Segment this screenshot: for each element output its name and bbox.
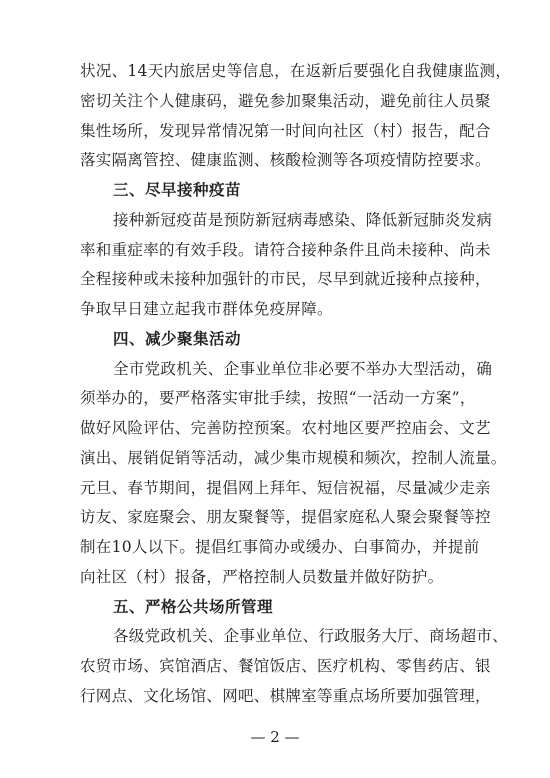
body-line: 做好风险评估、完善防控预案。农村地区要严控庙会、文艺 [80,419,491,437]
section-heading: 五、严格公共场所管理 [113,598,274,616]
body-line: 密切关注个人健康码，避免参加聚集活动，避免前往人员聚 [80,92,491,110]
section-heading: 三、尽早接种疫苗 [113,181,242,199]
body-line: 元旦、春节期间，提倡网上拜年、短信祝福，尽量减少走亲 [80,479,491,497]
page-number: — 2 — [250,728,300,746]
section-heading: 四、减少聚集活动 [113,330,242,348]
body-line: 农贸市场、宾馆酒店、餐馆饭店、医疗机构、零售药店、银 [80,657,491,675]
body-line: 落实隔离管控、健康监测、核酸检测等各项疫情防控要求。 [80,151,491,169]
body-line: 行网点、文化场馆、网吧、棋牌室等重点场所要加强管理， [80,687,491,705]
body-line: 接种新冠疫苗是预防新冠病毒感染、降低新冠肺炎发病 [113,211,493,229]
body-line: 演出、展销促销等活动，减少集市规模和频次，控制人流量。 [80,449,507,467]
body-line: 全市党政机关、企事业单位非必要不举办大型活动，确 [113,360,493,378]
body-line: 状况、14天内旅居史等信息，在返新后要强化自我健康监测， [80,62,512,80]
body-line: 须举办的，要严格落实审批手续，按照“一活动一方案”， [80,389,476,407]
body-line: 访友、家庭聚会、朋友聚餐等，提倡家庭私人聚会聚餐等控 [80,508,491,526]
body-line: 制在10人以下。提倡红事简办或缓办、白事简办，并提前 [80,538,480,556]
body-line: 各级党政机关、企事业单位、行政服务大厅、商场超市、 [113,627,509,645]
body-line: 争取早日建立起我市群体免疫屏障。 [80,300,333,318]
body-line: 集性场所，发现异常情况第一时间向社区（村）报告，配合 [80,122,491,140]
body-line: 率和重症率的有效手段。请符合接种条件且尚未接种、尚未 [80,241,491,259]
body-line: 向社区（村）报备，严格控制人员数量并做好防护。 [80,568,444,586]
body-line: 全程接种或未接种加强针的市民，尽早到就近接种点接种， [80,270,491,288]
